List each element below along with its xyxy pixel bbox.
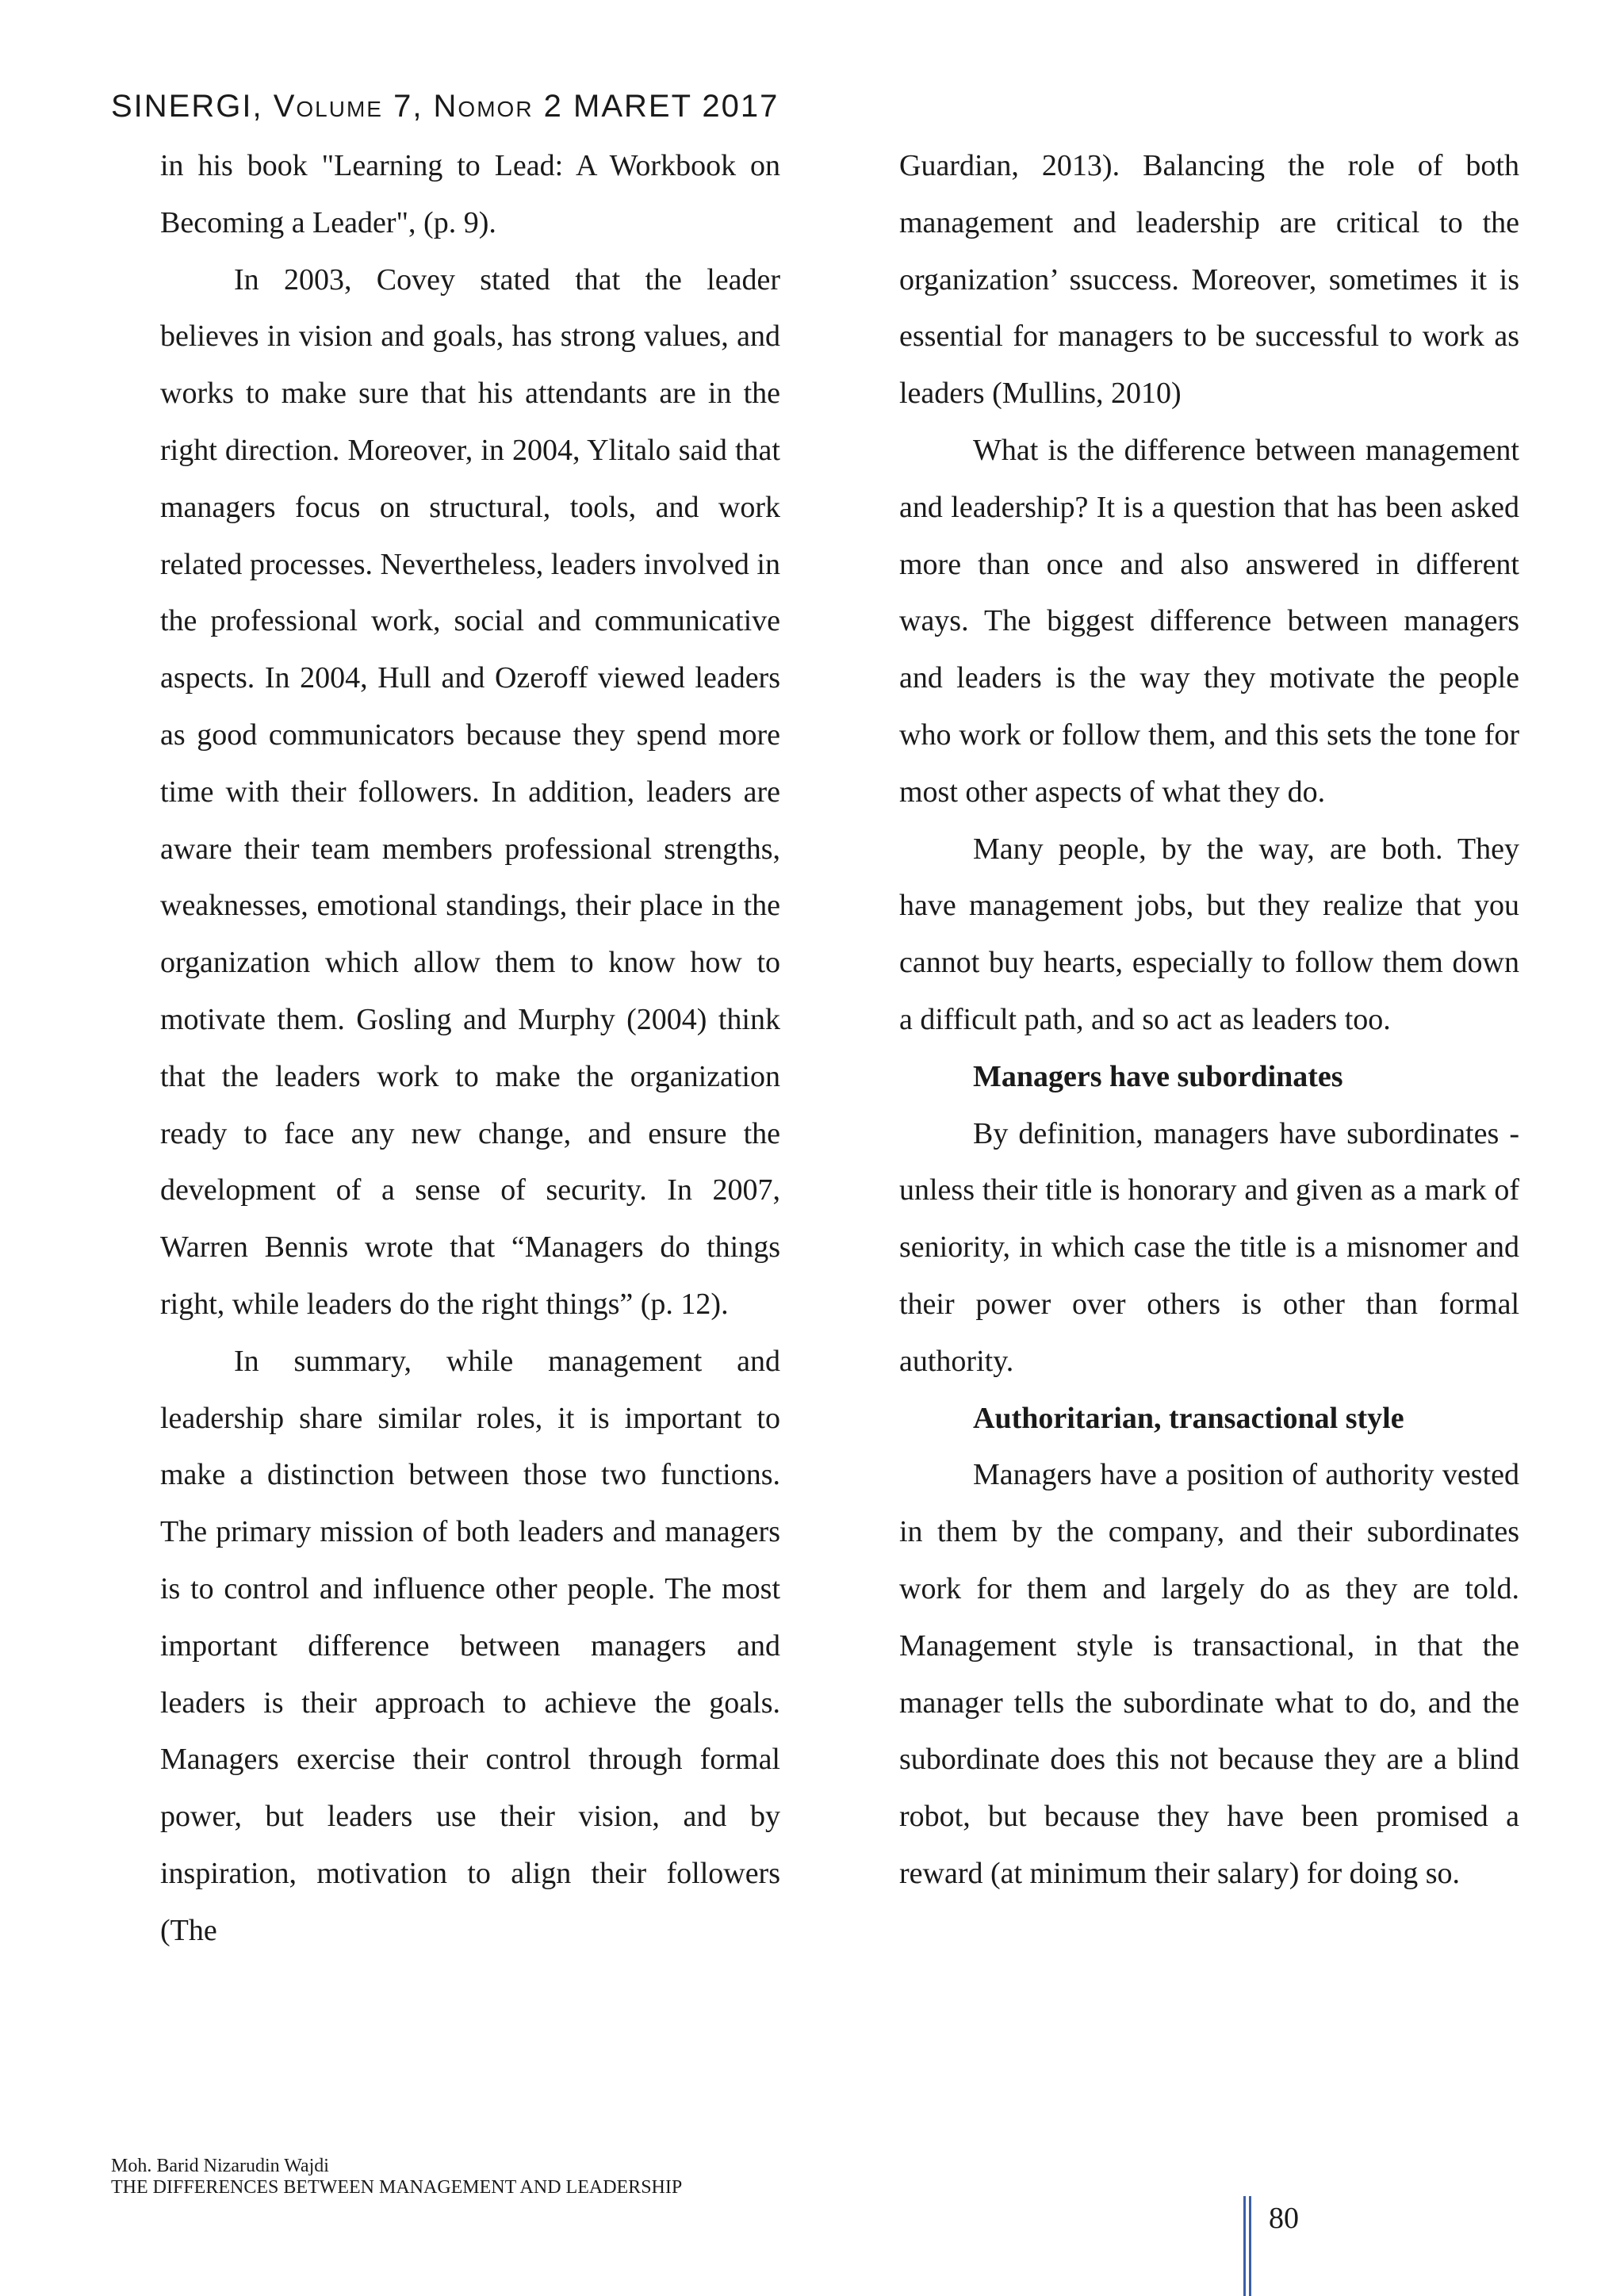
paragraph: In 2003, Covey stated that the leader believes in vision and goals, has strong values, and works to make sure that his attendants are in the right direction. Moreover, in 2004, Ylitalo said that managers focus on structural, tools, and work related processes. Nevertheless, leaders involved in the professional work, social and communicative aspects. In 2004, Hull and Ozeroff viewed leaders as good communicators because they spend more time with their followers. In addition, leaders are aware their team members professional strengths, weaknesses, emotional standings, their place in the organization which allow them to know how to motivate them. Gosling and Murphy (2004) think that the leaders work to make the organization ready to face any new change, and ensure the development of a sense of security. In 2007, Warren Bennis wrote that “Managers do things right, while leaders do the right things” (p. 12).: [160, 262, 780, 1321]
journal-volume: , Volume 7, Nomor 2 MARET 2017: [252, 89, 779, 124]
paragraph: By definition, managers have subordinates - unless their title is honorary and given as a mark of seniority, in which case the title is a misnomer and their power over others is other than formal authority.: [899, 1116, 1519, 1378]
footer-title: THE DIFFERENCES BETWEEN MANAGEMENT AND LEADERSHIP: [111, 2177, 683, 2198]
footer-author: Moh. Barid Nizarudin Wajdi: [111, 2156, 329, 2176]
paragraph: What is the difference between management and leadership? It is a question that has been asked more than once and also answered in different ways. The biggest difference between managers and leaders is the way they motivate the people who work or follow them, and this sets the tone for most other aspects of what they do.: [899, 433, 1519, 809]
journal-name: SINERGI: [111, 89, 253, 124]
paragraph: Many people, by the way, are both. They have management jobs, but they realize that you cannot buy hearts, especially to follow them down a difficult path, and so act as leaders too.: [899, 832, 1519, 1036]
journal-header: [111, 89, 779, 124]
paragraph: Managers have a position of authority vested in them by the company, and their subordinates work for them and largely do as they are told. Management style is transactional, in that the manager tells the subordinate what to do, and the subordinate does this not because they are a blind robot, but because they have been promised a reward (at minimum their salary) for doing so.: [899, 1458, 1519, 1890]
page-number: 80: [1269, 2202, 1299, 2235]
paragraph: in his book "Learning to Lead: A Workbook on Becoming a Leader", (p. 9).: [160, 149, 780, 239]
paragraph: Guardian, 2013). Balancing the role of both management and leadership are critical to the organization’ ssuccess. Moreover, sometimes it is essential for managers to be successful to work as leaders (Mullins, 2010): [899, 149, 1519, 411]
section-heading: Authoritarian, transactional style: [973, 1401, 1404, 1435]
left-column: [160, 138, 780, 1960]
paragraph: In summary, while management and leadership share similar roles, it is important to make a distinction between those two functions. The primary mission of both leaders and managers is to control and influence other people. The most important difference between managers and leaders is their approach to achieve the goals. Managers exercise their control through formal power, but leaders use their vision, and by inspiration, motivation to align their followers (The: [160, 1344, 780, 1947]
right-column: [899, 138, 1519, 1903]
section-heading: Managers have subordinates: [973, 1059, 1343, 1093]
page-number-bar: [1243, 2196, 1251, 2296]
